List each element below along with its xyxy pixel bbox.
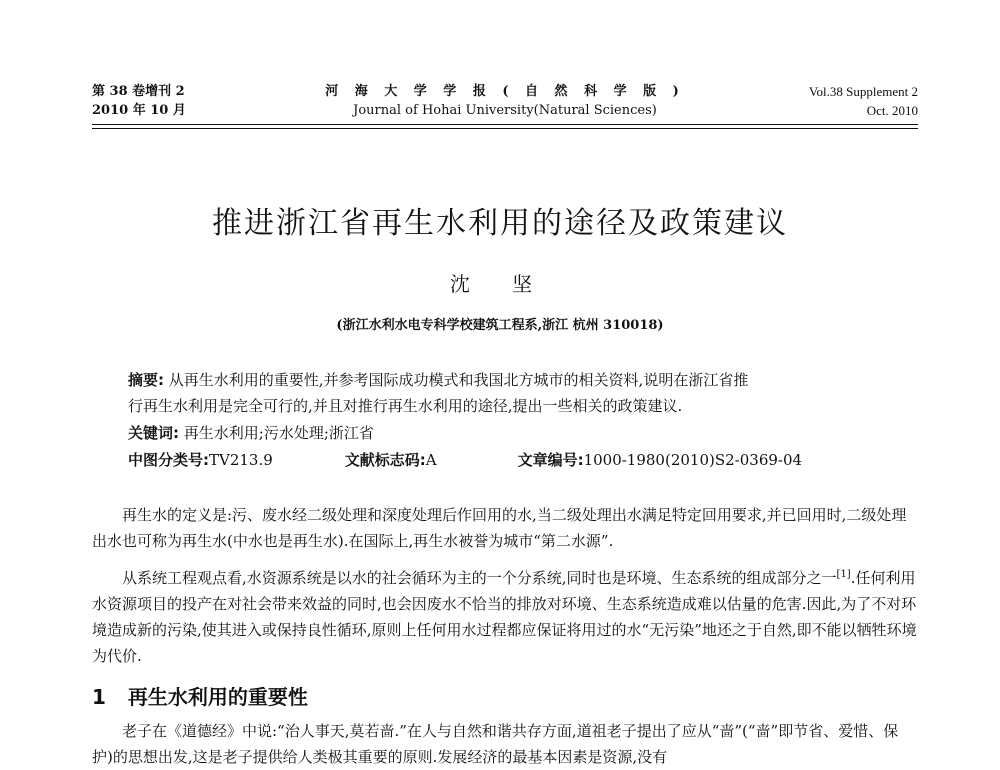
header-date-en: Oct. 2010 [866, 103, 918, 118]
paper-title: 推进浙江省再生水利用的途径及政策建议 [212, 206, 788, 241]
header-date: 2010 年 10 月 [92, 103, 186, 118]
section-number: 1 [92, 685, 106, 709]
paragraph-2-text-b: .任何利用水资源项目的投产在对社会带来效益的同时,也会因废水不恰当的排放对环境、生态系统造成难以估量的危害.因此,为了不对环境造成新的污染,使其进入或保持良性循环,原则上任何用水过程都应保证将用过的水“无污染”地还之于自然,即不能以牺牲环境为代价. [92, 569, 917, 665]
header-volume-en-line: Vol.38 Supplement 2 [808, 84, 918, 99]
abstract-label: 摘要: [128, 371, 164, 389]
abstract-text-1: 从再生水利用的重要性,并参考国际成功模式和我国北方城市的相关资料,说明在浙江省推 [168, 371, 749, 389]
keywords [128, 420, 888, 446]
clc-value: TV213.9 [209, 451, 273, 469]
paragraph-2-text-a: 从系统工程观点看,水资源系统是以水的社会循环为主的一个分系统,同时也是环境、生态系统的组成部分之一 [122, 569, 837, 587]
journal-header [92, 82, 918, 130]
header-rule-thin [92, 128, 918, 129]
section-heading-1 [92, 681, 308, 710]
doc-code-label: 文献标志码: [344, 451, 426, 469]
paragraph-2 [92, 562, 918, 669]
header-journal-cn: 河 海 大 学 学 报 ( 自 然 科 学 版 ) [325, 84, 685, 99]
abstract-line-1 [128, 367, 888, 393]
paper-affiliation: (浙江水利水电专科学校建筑工程系,浙江 杭州 310018) [336, 318, 664, 333]
header-journal [92, 82, 918, 120]
header-rule-thick [92, 124, 918, 125]
classification-line [128, 447, 888, 473]
keywords-text: 再生水利用;污水处理;浙江省 [183, 424, 374, 442]
paragraph-3: 老子在《道德经》中说:“治人事天,莫若啬.”在人与自然和谐共存方面,道祖老子提出了应从“啬”(“啬”即节省、爱惜、保护)的思想出发,这是老子提供给人类极其重要的原则.发展经济的最基本因素是资源,没有 [92, 722, 899, 766]
article-number-label: 文章编号: [517, 451, 584, 469]
header-volume-issue: 第 38 卷增刊 2 [92, 84, 185, 99]
article-number-value: 1000-1980(2010)S2-0369-04 [583, 451, 803, 469]
section-title: 再生水利用的重要性 [127, 685, 308, 709]
header-journal-en: Journal of Hohai University(Natural Sciences) [353, 103, 657, 118]
abstract-text-2: 行再生水利用是完全可行的,并且对推行再生水利用的途径,提出一些相关的政策建议. [128, 397, 683, 415]
keywords-label: 关键词: [128, 424, 179, 442]
paragraph-1: 再生水的定义是:污、废水经二级处理和深度处理后作回用的水,当二级处理出水满足特定回用要求,并已回用时,二级处理出水也可称为再生水(中水也是再生水).在国际上,再生水被誉为城市“第二水源”. [92, 506, 907, 550]
citation-ref-1: [1] [836, 569, 851, 580]
clc-label: 中图分类号: [128, 451, 209, 469]
paper-author: 沈 坚 [449, 272, 551, 296]
doc-code-value: A [425, 451, 437, 469]
abstract-line-2 [128, 393, 888, 419]
header-volume-en [809, 82, 918, 120]
